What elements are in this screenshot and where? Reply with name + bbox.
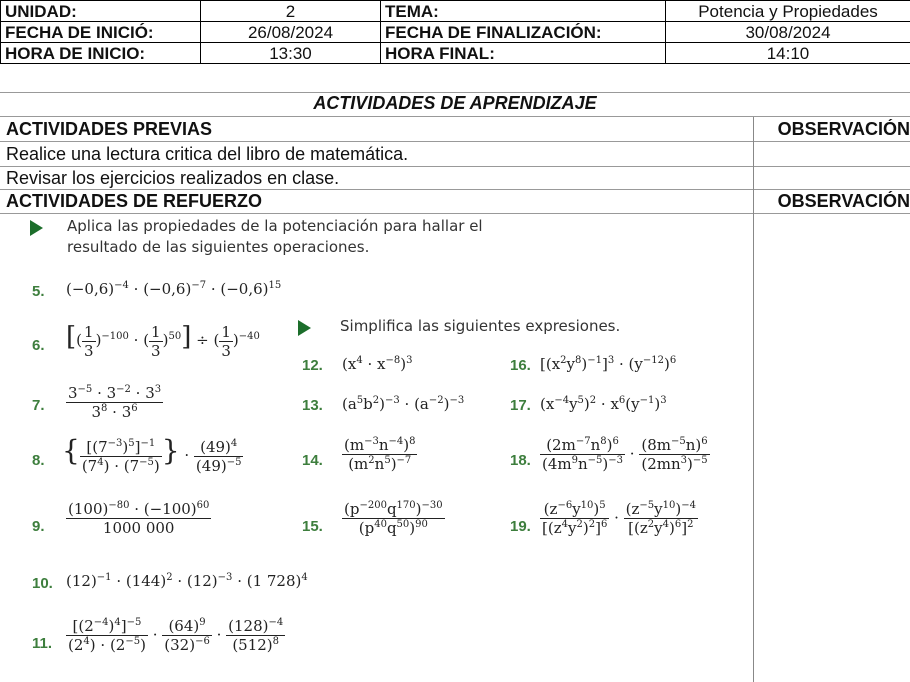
hora-final-label: HORA FINAL: — [381, 43, 666, 64]
fecha-inicio-label: FECHA DE INICIÓ: — [1, 22, 201, 43]
exercise-number: 15. — [302, 518, 323, 535]
exercise-8: { $\frac{[(7^{-3})^5]^{-1}}{(7^4) \cdot (7^{-5})}$ } · $\frac{(49)^4}{(49)^{-5}}$ — [62, 434, 242, 475]
divider — [0, 213, 910, 214]
exercise-number: 16. — [510, 357, 531, 374]
tema-value: Potencia y Propiedades — [666, 1, 910, 22]
exercise-16: $[(x^2y^8)^{-1}]^3 \cdot (y^{-12})^6$ — [540, 355, 677, 373]
divider — [0, 166, 910, 167]
divider — [0, 141, 910, 142]
exercise-10: $(12)^{-1} \cdot (144)^2 \cdot (12)^{-3} \cdot (1$ 728)$^4$ — [66, 572, 308, 590]
exercise-11: $\frac{[(2^{-4})^4]^{-5}}{(2^4) \cdot (2^{-5})}$ · $\frac{(64)^9}{(32)^{-6}}$ · $\frac{(128)^{-4}}{(512)^8}$ — [68, 617, 284, 654]
exercise-5: $(-0,6)^{-4} \cdot (-0,6)^{-7} \cdot (-0,6)^{15}$ — [66, 280, 282, 298]
previas-obs-heading: OBSERVACIÓN — [777, 119, 910, 139]
exercise-6: [( $\frac{1}{3}$ )$^{-100}$ · ( $\frac{1}{3}$ )$^{50}$] ÷ ( $\frac{1}{3}$ )$^{-40}$ — [66, 322, 260, 360]
refuerzo-obs-heading: OBSERVACIÓN — [777, 191, 910, 211]
exercise-number: 17. — [510, 397, 531, 414]
play-arrow-icon — [30, 220, 43, 236]
fecha-fin-value: 30/08/2024 — [666, 22, 910, 43]
tema-label: TEMA: — [381, 1, 666, 22]
hora-inicio-label: HORA DE INICIO: — [1, 43, 201, 64]
exercise-15: $\frac{(p^{-200}q^{170})^{-30}}{(p^{40}q^{50})^{90}}$ — [344, 500, 443, 537]
header-table — [0, 0, 910, 64]
fecha-fin-label: FECHA DE FINALIZACIÓN: — [381, 22, 666, 43]
column-divider — [753, 213, 754, 682]
exercise-7: $\frac{3^{-5} \cdot 3^{-2} \cdot 3^3}{3^8 \cdot 3^6}$ — [68, 384, 162, 421]
exercise-19: $\frac{(z^{-6}y^{10})^5}{[(z^4y^2)^2]^6}$ · $\frac{(z^{-5}y^{10})^{-4}}{[(z^2y^4)^6]^2}$ — [542, 500, 696, 537]
exercise-12: $(x^4 \cdot x^{-8})^3$ — [342, 355, 413, 373]
column-divider — [753, 117, 754, 213]
instruction-1: Aplica las propiedades de la potenciación para hallar el resultado de las siguientes operaciones. — [67, 217, 483, 256]
fecha-inicio-value: 26/08/2024 — [201, 22, 381, 43]
exercise-number: 11. — [32, 635, 53, 652]
refuerzo-heading: ACTIVIDADES DE REFUERZO — [6, 191, 263, 211]
exercise-number: 13. — [302, 397, 323, 414]
exercise-number: 9. — [32, 518, 45, 535]
divider — [0, 189, 910, 190]
previas-item-1: Realice una lectura critica del libro de matemática. — [6, 144, 409, 164]
unidad-label: UNIDAD: — [1, 1, 201, 22]
exercise-number: 5. — [32, 283, 45, 300]
exercise-number: 8. — [32, 452, 45, 469]
exercise-number: 14. — [302, 452, 323, 469]
exercise-number: 19. — [510, 518, 531, 535]
divider — [0, 116, 910, 117]
exercise-9: $\frac{(100)^{-80} \cdot (-100)^{60}}{1000 000}$ — [68, 500, 210, 537]
hora-inicio-value: 13:30 — [201, 43, 381, 64]
previas-item-2: Revisar los ejercicios realizados en clase. — [6, 168, 340, 188]
instruction-2: Simplifica las siguientes expresiones. — [340, 317, 621, 335]
play-arrow-icon — [298, 320, 311, 336]
exercise-number: 10. — [32, 575, 53, 592]
hora-final-value: 14:10 — [666, 43, 910, 64]
unidad-value: 2 — [201, 1, 381, 22]
previas-heading: ACTIVIDADES PREVIAS — [6, 119, 213, 139]
page-title: ACTIVIDADES DE APRENDIZAJE — [313, 93, 597, 113]
exercise-number: 12. — [302, 357, 323, 374]
exercise-18: $\frac{(2m^{-7}n^8)^6}{(4m^9n^{-5})^{-3}}$ · $\frac{(8m^{-5}n)^6}{(2mn^3)^{-5}}$ — [542, 436, 708, 473]
exercise-13: $(a^5b^2)^{-3} \cdot (a^{-2})^{-3}$ — [342, 395, 465, 413]
exercise-number: 7. — [32, 397, 45, 414]
exercise-number: 18. — [510, 452, 531, 469]
exercise-14: $\frac{(m^{-3}n^{-4})^8}{(m^2n^5)^{-7}}$ — [344, 436, 416, 473]
exercise-17: $(x^{-4}y^5)^2 \cdot x^6(y^{-1})^3$ — [540, 395, 667, 413]
exercise-number: 6. — [32, 337, 45, 354]
